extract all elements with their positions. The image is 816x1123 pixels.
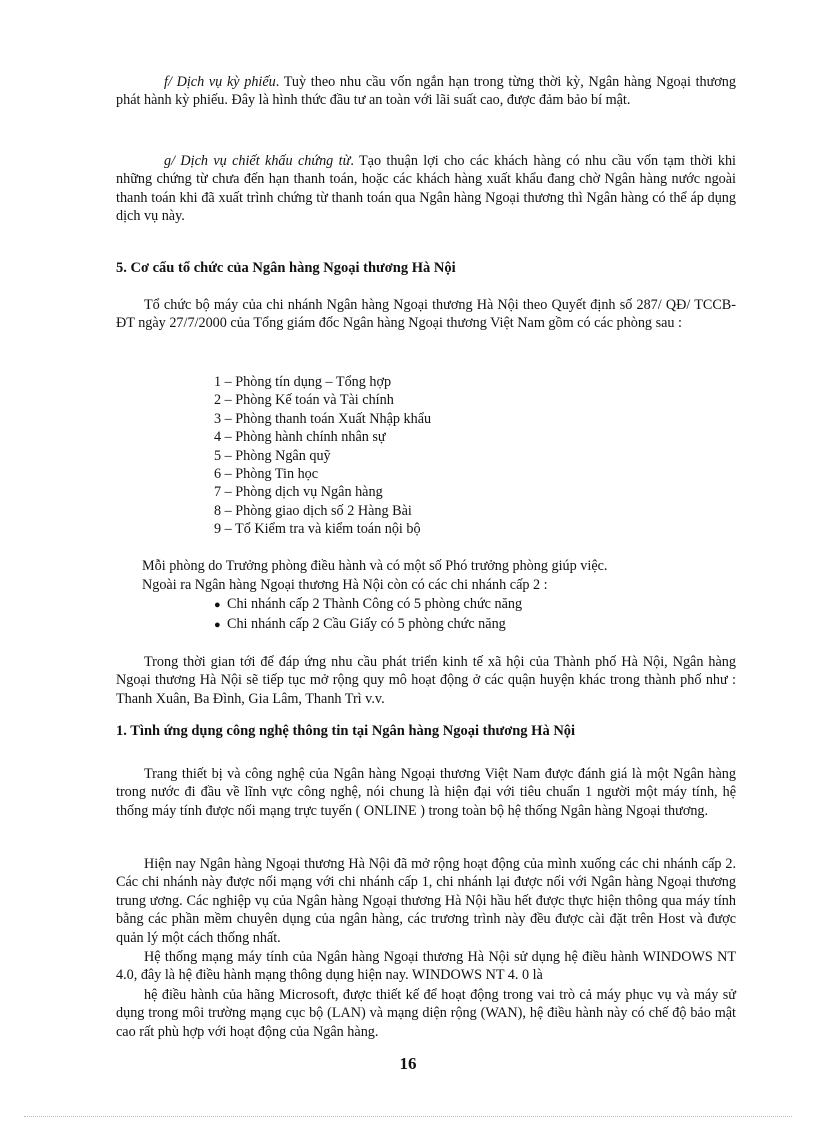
department-item: 7 – Phòng dịch vụ Ngân hàng [214, 484, 383, 501]
paragraph-it-3 [116, 948, 736, 985]
department-item: 2 – Phòng Kế toán và Tài chính [214, 392, 394, 409]
paragraph-it-1 [116, 765, 736, 820]
page-bottom-border [24, 1116, 792, 1117]
service-f-lead: f/ Dịch vụ kỳ phiếu [164, 74, 276, 90]
section-1-heading: 1. Tình ứng dụng công nghệ thông tin tại Ngân hàng Ngoại thương Hà Nội [116, 723, 576, 739]
paragraph-expansion [116, 653, 736, 708]
bullet-icon: ● [214, 619, 221, 631]
it-text-2: Hiện nay Ngân hàng Ngoại thương Hà Nội đã mở rộng hoạt động của mình xuống các chi nhánh cấp 2. Các chi nhánh này được nối mạng với chi nhánh cấp 1, chi nhánh lại được nối với Ngân hàng Ngoại thương trung ương. Các nghiệp vụ của Ngân hàng Ngoại thương Hà Nội hầu hết được thực hiện thông qua máy tính bằng các phần mềm chuyên dụng của ngân hàng, các trương trình này đều được cài đặt trên Host và được quản lý một cách thống nhất. [116, 856, 736, 946]
org-structure-text: Tổ chức bộ máy của chi nhánh Ngân hàng Ngoại thương Hà Nội theo Quyết định số 287/ QĐ/ TCCB-ĐT ngày 27/7/2000 của Tổng giám đốc Ngân hàng Ngoại thương Việt Nam gồm có các phòng sau : [116, 297, 736, 332]
department-item: 3 – Phòng thanh toán Xuất Nhập khẩu [214, 410, 432, 427]
branch-intro: Ngoài ra Ngân hàng Ngoại thương Hà Nội còn có các chi nhánh cấp 2 : [142, 577, 548, 593]
paragraph-org-structure [116, 296, 736, 333]
it-text-4: hệ điều hành của hãng Microsoft, được thiết kế để hoạt động trong vai trò cả máy phục vụ và máy sử dụng trong môi trường mạng cục bộ (LAN) và mạng diện rộng (WAN), hệ điều hành này có chế độ bảo mật cao rất phù hợp với hoạt động của Ngân hàng. [116, 987, 736, 1040]
department-list [214, 373, 431, 539]
expansion-text: Trong thời gian tới để đáp ứng nhu cầu phát triển kinh tế xã hội của Thành phố Hà Nội, Ngân hàng Ngoại thương Hà Nội sẽ tiếp tục mở rộng quy mô hoạt động ở các quận huyện khác trong thành phố như : Thanh Xuân, Ba Đình, Gia Lâm, Thanh Trì v.v. [116, 654, 736, 707]
department-item: 9 – Tổ Kiểm tra và kiểm toán nội bộ [214, 521, 421, 538]
page-number: 16 [399, 1054, 417, 1073]
service-f-text: . Tuỳ theo nhu cầu vốn ngắn hạn trong từng thời kỳ, Ngân hàng Ngoại thương phát hành kỳ phiếu. Đây là hình thức đầu tư an toàn với lãi suất cao, được đảm bảo bí mật. [116, 74, 736, 109]
branch-item: ● Chi nhánh cấp 2 Cầu Giấy có 5 phòng chức năng [214, 615, 522, 635]
section-5-heading: 5. Cơ cấu tổ chức của Ngân hàng Ngoại thương Hà Nội [116, 260, 456, 276]
branch-list [214, 595, 522, 635]
branch-item: ● Chi nhánh cấp 2 Thành Công có 5 phòng chức năng [214, 595, 522, 615]
it-text-3: Hệ thống mạng máy tính của Ngân hàng Ngoại thương Hà Nội sử dụng hệ điều hành WINDOWS NT 4.0, đây là hệ điều hành mạng thông dụng hiện nay. WINDOWS NT 4. 0 là [116, 949, 736, 984]
service-g-lead: g/ Dịch vụ chiết khấu chứng từ [164, 153, 351, 169]
paragraph-service-g [116, 152, 736, 226]
it-text-1: Trang thiết bị và công nghệ của Ngân hàng Ngoại thương Việt Nam được đánh giá là một Ngân hàng trong nước đi đầu về lĩnh vực công nghệ, nói chung là hiện đại với tiêu chuẩn 1 người một máy tính, hệ thống máy tính được nối mạng trực tuyến ( ONLINE ) trong toàn bộ hệ thống Ngân hàng Ngoại thương. [116, 766, 736, 819]
service-g-text: . Tạo thuận lợi cho các khách hàng có nhu cầu vốn tạm thời khi những chứng từ chưa đến hạn thanh toán, hoặc các khách hàng xuất khẩu đang chờ Ngân hàng nước ngoài thanh toán khi đã xuất trình chứng từ thanh toán qua Ngân hàng Ngoại thương thì Ngân hàng có thể áp dụng dịch vụ này. [116, 153, 736, 225]
department-item: 1 – Phòng tín dụng – Tổng hợp [214, 374, 392, 390]
department-item: 4 – Phòng hành chính nhân sự [214, 429, 386, 446]
bullet-icon: ● [214, 599, 221, 611]
paragraph-it-4 [116, 986, 736, 1041]
department-item: 8 – Phòng giao dịch số 2 Hàng Bài [214, 502, 412, 519]
department-note: Mỗi phòng do Trưởng phòng điều hành và có một số Phó trưởng phòng giúp việc. [142, 558, 608, 574]
paragraph-it-2 [116, 855, 736, 947]
department-item: 6 – Phòng Tin học [214, 465, 319, 482]
paragraph-service-f [116, 73, 736, 110]
department-item: 5 – Phòng Ngân quỹ [214, 447, 331, 464]
